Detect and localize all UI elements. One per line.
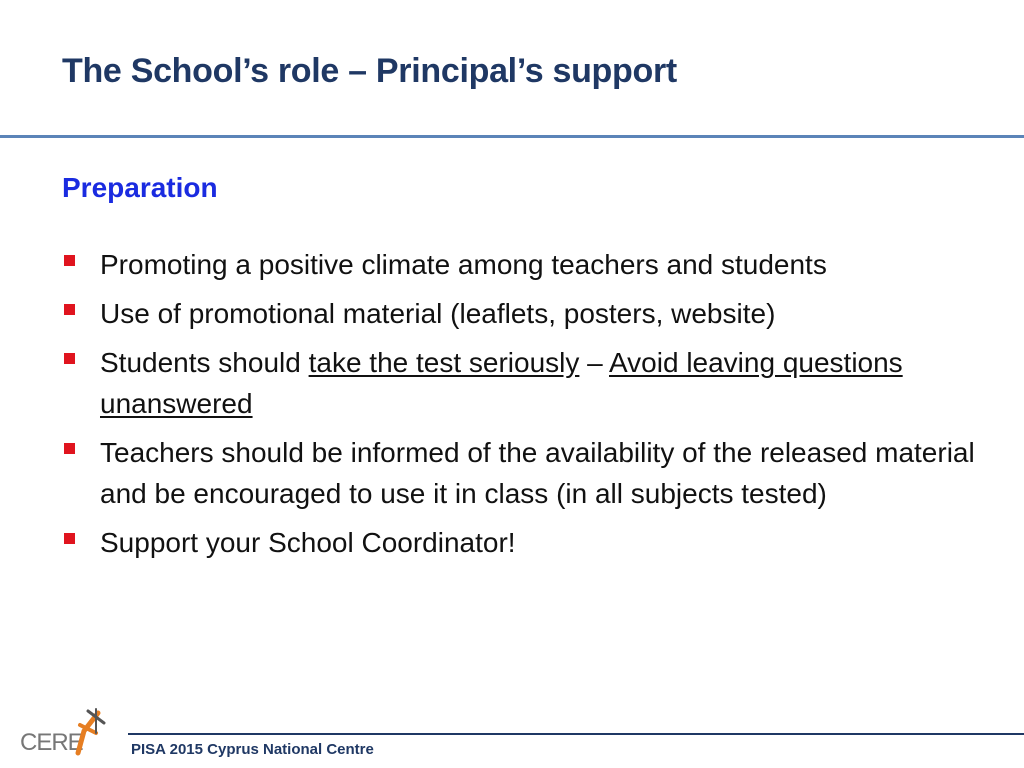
bullet-item xyxy=(62,244,1002,285)
underlined-phrase-avoid-leaving-questions: Avoid leaving questions unanswered xyxy=(100,347,903,419)
slide-title: The School’s role – Principal’s support xyxy=(62,52,677,90)
red-square-bullet-icon xyxy=(64,443,75,454)
bullet-text-prefix: Students should xyxy=(100,347,309,378)
bullet-list xyxy=(62,244,1002,571)
cere-logo-icon xyxy=(18,703,118,763)
section-heading: Preparation xyxy=(62,172,218,203)
bullet-item xyxy=(62,432,1002,514)
bullet-item xyxy=(62,293,1002,334)
bullet-text: Teachers should be informed of the availability of the released material and be encouraged to use it in class (in all subjects tested) xyxy=(100,437,975,509)
logo-text: CERE xyxy=(20,729,83,756)
bullet-item xyxy=(62,342,1002,424)
footer-divider xyxy=(128,733,1024,735)
red-square-bullet-icon xyxy=(64,255,75,266)
underlined-phrase-take-test-seriously: take the test seriously xyxy=(308,347,580,378)
dash-separator: – xyxy=(579,347,609,378)
red-square-bullet-icon xyxy=(64,304,75,315)
logo-mark-icon xyxy=(18,703,118,763)
red-square-bullet-icon xyxy=(64,533,75,544)
bullet-text: Support your School Coordinator! xyxy=(100,527,516,558)
bullet-text: Use of promotional material (leaflets, posters, website) xyxy=(100,298,776,329)
bullet-item xyxy=(62,522,1002,563)
title-divider xyxy=(0,135,1024,138)
bullet-text: Promoting a positive climate among teachers and students xyxy=(100,249,827,280)
footer-caption: PISA 2015 Cyprus National Centre xyxy=(131,741,374,758)
red-square-bullet-icon xyxy=(64,353,75,364)
